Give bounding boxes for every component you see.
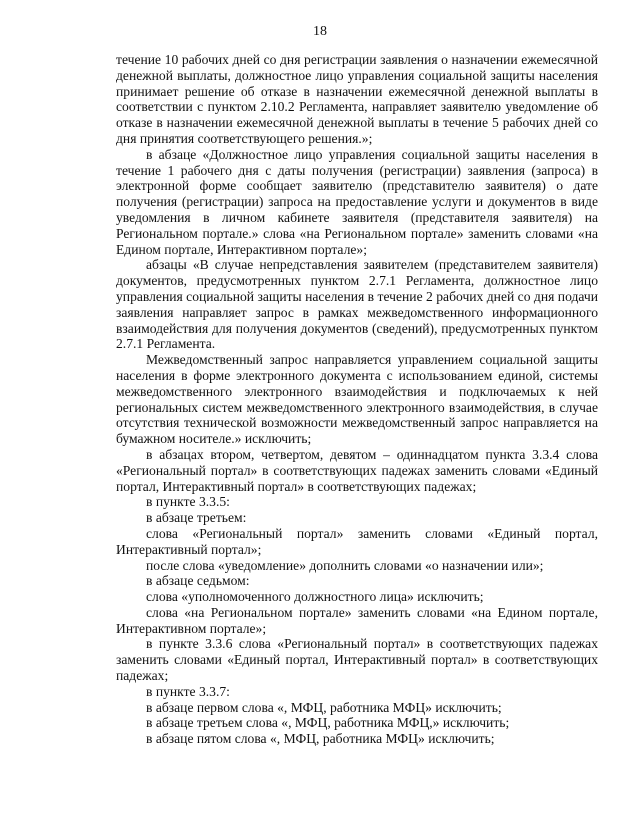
paragraph: в абзаце «Должностное лицо управления социальной защиты населения в течение 1 рабочего дня с даты получения (регистрации) заявления (запроса) в электронной форме сообщает заявителю (представителю заявителя) о дате получения (регистрации) запроса на предоставление услуги и документов в виде уведомления в личном кабинете заявителя (представителя заявителя) на Региональном портале.» слова «на Региональном портале» заменить словами «на Едином портале, Интерактивном портале»; <box>116 146 598 257</box>
paragraph: слова «на Региональном портале» заменить словами «на Едином портале, Интерактивном портале»; <box>116 604 598 636</box>
paragraph: в пункте 3.3.7: <box>146 683 230 699</box>
paragraph-continuation: течение 10 рабочих дней со дня регистрации заявления о назначении ежемесячной денежной выплаты, должностное лицо управления социальной защиты населения принимает решение об отказе в назначении ежемесячной денежной выплаты в соответствии с пунктом 2.10.2 Регламента, направляет заявителю уведомление об отказе в назначении ежемесячной денежной выплаты в течение 5 рабочих дней со дня принятия соответствующего решения.»; <box>116 52 598 146</box>
page-number: 18 <box>313 24 327 39</box>
paragraph: в абзаце третьем слова «, МФЦ, работника МФЦ,» исключить; <box>146 715 510 731</box>
paragraph: в пункте 3.3.6 слова «Региональный портал» в соответствующих падежах заменить словами «Единый портал, Интерактивный портал» в соответствующих падежах; <box>116 636 598 684</box>
paragraph: Межведомственный запрос направляется управлением социальной защиты населения в форме электронного документа с использованием единой, системы межведомственного электронного взаимодействия и подключаемых к ней региональных систем межведомственного электронного взаимодействия, в случае отсутствия технической возможности межведомственный запрос направляется на бумажном носителе.» исключить; <box>116 352 598 447</box>
document-body <box>116 52 598 747</box>
paragraph: в пункте 3.3.5: <box>146 494 230 510</box>
paragraph: в абзаце пятом слова «, МФЦ, работника МФЦ» исключить; <box>146 731 495 747</box>
paragraph: слова «Региональный портал» заменить словами «Единый портал, Интерактивный портал»; <box>116 525 598 557</box>
paragraph: в абзаце третьем: <box>146 510 247 526</box>
paragraph: после слова «уведомление» дополнить словами «о назначении или»; <box>146 557 544 573</box>
paragraph: в абзаце первом слова «, МФЦ, работника МФЦ» исключить; <box>146 699 502 715</box>
paragraph: слова «уполномоченного должностного лица» исключить; <box>146 589 484 605</box>
paragraph: абзацы «В случае непредставления заявителем (представителем заявителя) документов, предусмотренных пунктом 2.7.1 Регламента, должностное лицо управления социальной защиты населения в течение 2 рабочих дней со дня подачи заявления направляет запрос в рамках межведомственного информационного взаимодействия для получения документов (сведений), предусмотренных пунктом 2.7.1 Регламента. <box>116 257 598 352</box>
paragraph: в абзацах втором, четвертом, девятом – одиннадцатом пункта 3.3.4 слова «Региональный портал» в соответствующих падежах заменить словами «Единый портал, Интерактивный портал» в соответствующих падежах; <box>116 446 598 494</box>
paragraph: в абзаце седьмом: <box>146 573 250 589</box>
